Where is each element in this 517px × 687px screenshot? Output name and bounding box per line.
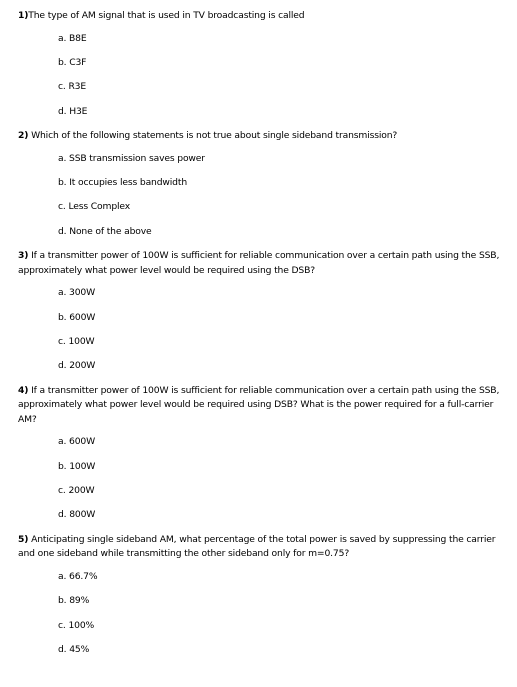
question-5 [18, 533, 507, 669]
question-4-number: 4) [18, 384, 29, 396]
question-3-text: If a transmitter power of 100W is sufficient for reliable communication over a certain path using the SSB, approximately what power level would be required using the DSB? [18, 250, 500, 276]
question-3-option-d: d. 200W [58, 360, 96, 372]
question-4-option-b: b. 100W [58, 460, 96, 472]
question-5-text: Anticipating single sideband AM, what percentage of the total power is saved by suppressing the carrier and one sideband while transmitting the other sideband only for m=0.75? [18, 533, 496, 560]
question-3-option-c: c. 100W [58, 335, 95, 347]
question-1-option-a: a. B8E [58, 32, 87, 44]
question-5-option-d: d. 45% [58, 643, 90, 655]
question-3 [18, 249, 507, 385]
question-4 [18, 384, 507, 534]
question-5-options [18, 571, 507, 669]
question-5-stem [18, 533, 507, 562]
question-4-text: If a transmitter power of 100W is sufficient for reliable communication over a certain path using the SSB, approximately what power level would be required using DSB? What is the power required for a full-carrier AM? [18, 384, 500, 425]
question-3-options [18, 287, 507, 385]
question-2-stem [18, 129, 507, 144]
question-2-option-c: c. Less Complex [58, 201, 131, 213]
question-2-options [18, 153, 507, 251]
question-2-option-b: b. It occupies less bandwidth [58, 176, 187, 188]
question-1 [18, 9, 507, 130]
question-2-option-a: a. SSB transmission saves power [58, 152, 205, 164]
question-2-number: 2) [18, 130, 29, 142]
question-3-number: 3) [18, 250, 29, 262]
question-1-text: The type of AM signal that is used in TV broadcasting is called [28, 10, 305, 21]
question-4-option-c: c. 200W [58, 484, 95, 496]
question-4-stem [18, 384, 507, 428]
question-1-number: 1) [18, 10, 29, 21]
question-4-option-d: d. 800W [58, 509, 96, 521]
question-4-options [18, 436, 507, 534]
question-3-option-a: a. 300W [58, 287, 96, 299]
question-5-option-b: b. 89% [58, 595, 90, 607]
question-5-option-c: c. 100% [58, 619, 95, 631]
question-3-stem [18, 249, 507, 278]
question-1-option-c: c. R3E [58, 81, 87, 93]
question-2-option-d: d. None of the above [58, 225, 152, 237]
question-1-option-b: b. C3F [58, 56, 87, 68]
question-1-options [18, 33, 507, 131]
question-2 [18, 129, 507, 250]
question-3-option-b: b. 600W [58, 311, 96, 323]
question-4-option-a: a. 600W [58, 436, 96, 448]
question-1-stem [18, 9, 507, 24]
question-2-text: Which of the following statements is not true about single sideband transmission? [28, 130, 398, 142]
question-5-option-a: a. 66.7% [58, 570, 98, 582]
question-5-number: 5) [18, 533, 29, 545]
question-1-option-d: d. H3E [58, 105, 88, 117]
